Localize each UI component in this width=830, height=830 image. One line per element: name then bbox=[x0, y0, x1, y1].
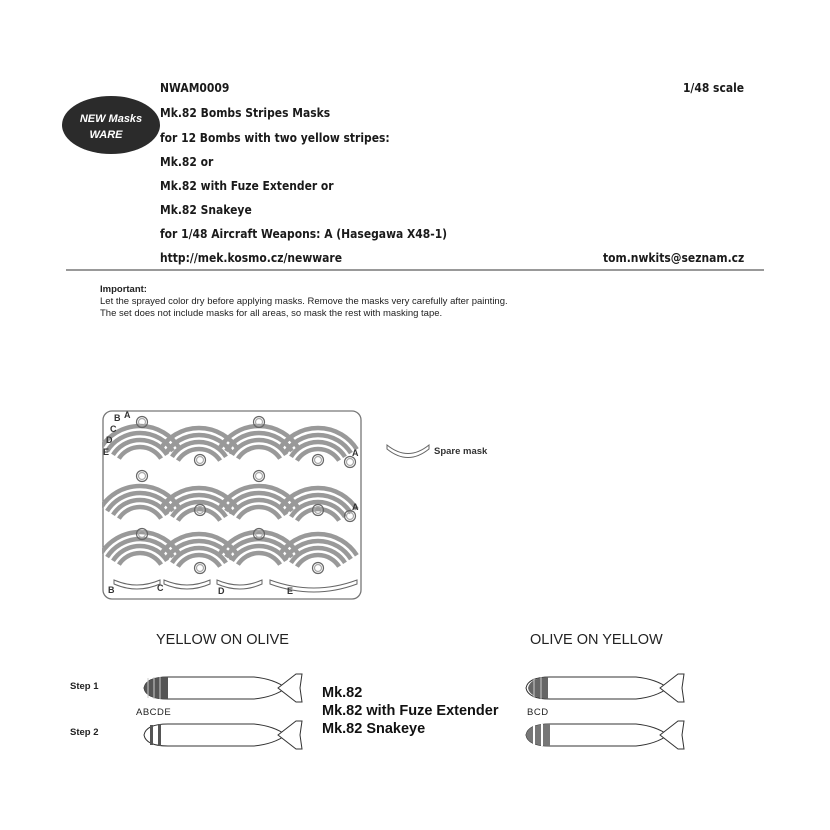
email-address: tom.nwkits@seznam.cz bbox=[602, 250, 744, 265]
sheet-letter-a: A bbox=[124, 410, 131, 420]
letters-abcde: ABCDE bbox=[136, 707, 172, 718]
bomb-left-step2 bbox=[136, 717, 306, 753]
sheet-letter-e: E bbox=[103, 447, 110, 457]
sheet-letter-c: C bbox=[110, 424, 117, 434]
website-url: http://mek.kosmo.cz/newware bbox=[160, 250, 343, 265]
important-heading: Important: bbox=[100, 284, 147, 295]
important-line-2: The set does not include masks for all areas, so mask the rest with masking tape. bbox=[100, 308, 443, 319]
bomb-left-step1 bbox=[136, 670, 306, 706]
spare-mask-label: Spare mask bbox=[434, 446, 488, 457]
bomb-right-step1 bbox=[518, 670, 688, 706]
title-line-2: for 12 Bombs with two yellow stripes: bbox=[160, 130, 390, 145]
bottom-letter-b: B bbox=[108, 585, 115, 595]
olive-on-yellow-title: OLIVE ON YELLOW bbox=[530, 632, 663, 648]
title-line-3: Mk.82 or bbox=[160, 154, 214, 169]
bottom-letter-d: D bbox=[218, 586, 225, 596]
product-code: NWAM0009 bbox=[160, 80, 230, 95]
step-1-label: Step 1 bbox=[70, 681, 99, 692]
variant-snakeye: Mk.82 Snakeye bbox=[322, 721, 426, 737]
sheet-letter-b: B bbox=[114, 413, 121, 423]
sheet-letter-d: D bbox=[106, 435, 113, 445]
letters-bcd: BCD bbox=[527, 707, 549, 718]
title-line-1: Mk.82 Bombs Stripes Masks bbox=[160, 105, 331, 120]
logo-text-2: WARE bbox=[89, 129, 123, 141]
mask-sheet bbox=[102, 410, 362, 600]
header-divider bbox=[66, 269, 764, 271]
variant-fuze-extender: Mk.82 with Fuze Extender bbox=[322, 703, 499, 719]
title-line-4: Mk.82 with Fuze Extender or bbox=[160, 178, 334, 193]
variant-mk82: Mk.82 bbox=[322, 685, 363, 701]
ring-letter-a-2: A bbox=[352, 502, 359, 512]
yellow-on-olive-title: YELLOW ON OLIVE bbox=[156, 632, 289, 648]
title-line-6: for 1/48 Aircraft Weapons: A (Hasegawa X48-1) bbox=[160, 226, 448, 241]
important-line-1: Let the sprayed color dry before applying masks. Remove the masks very carefully after painting. bbox=[100, 296, 508, 307]
scale-label: 1/48 scale bbox=[682, 80, 744, 95]
bottom-letter-c: C bbox=[157, 583, 164, 593]
ring-letter-a-1: A bbox=[352, 448, 359, 458]
bottom-letter-e: E bbox=[287, 586, 294, 596]
bomb-right-step2 bbox=[518, 717, 688, 753]
new-ware-logo bbox=[60, 94, 162, 156]
spare-mask-shape bbox=[385, 440, 435, 462]
step-2-label: Step 2 bbox=[70, 727, 99, 738]
logo-text-1: NEW Masks bbox=[79, 113, 143, 125]
title-line-5: Mk.82 Snakeye bbox=[160, 202, 252, 217]
